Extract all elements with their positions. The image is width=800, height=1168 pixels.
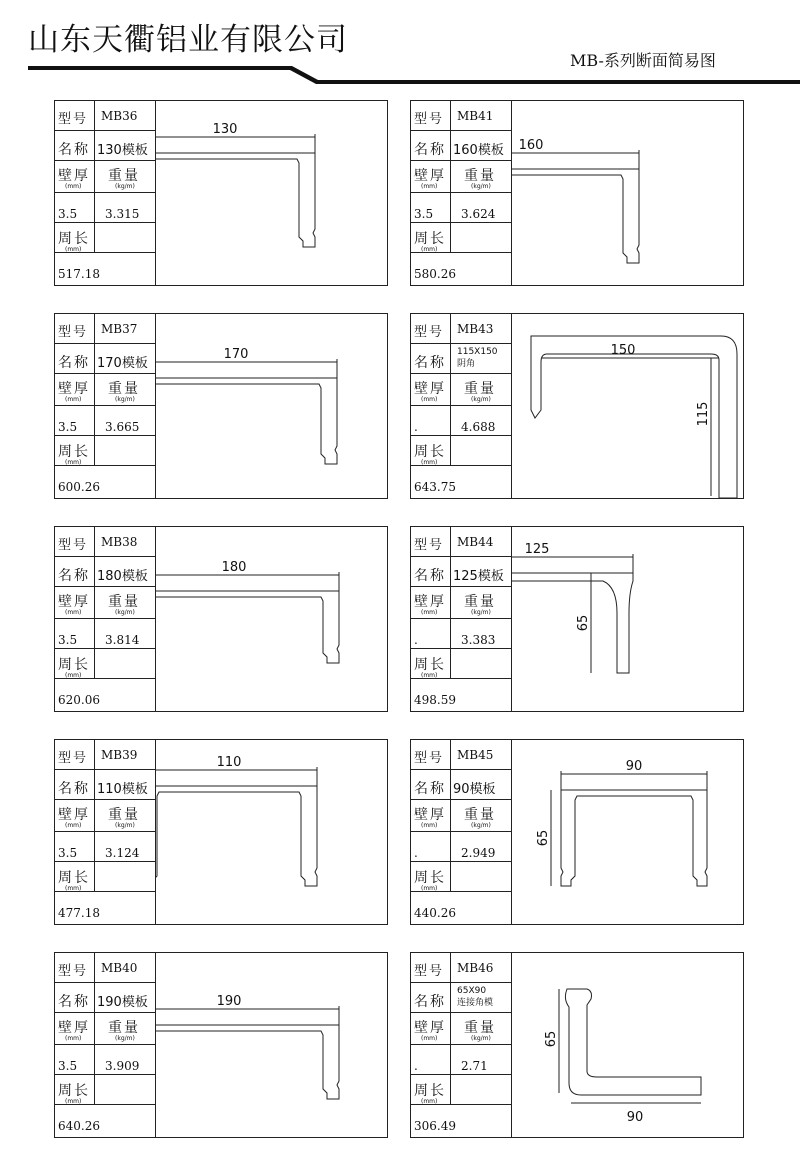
weight-value: 2.949	[461, 846, 496, 860]
height-label: 65	[544, 1030, 559, 1048]
profile-info-table	[411, 101, 512, 285]
perimeter-value: 600.26	[58, 480, 100, 494]
weight-unit: (kg/m)	[471, 183, 491, 190]
wall-label: 壁厚	[58, 594, 90, 610]
wall-value: .	[414, 420, 418, 434]
model-label: 型号	[414, 964, 445, 979]
model-value: MB38	[101, 535, 138, 549]
info-divider	[450, 314, 451, 466]
wall-label: 壁厚	[58, 168, 90, 184]
profile-outline	[565, 989, 701, 1095]
weight-value: 3.124	[105, 846, 140, 860]
perimeter-label: 周长	[414, 870, 446, 886]
profile-svg	[156, 101, 388, 285]
profile-drawing	[512, 953, 744, 1137]
name-value: 180模板	[97, 569, 148, 584]
wall-value: 3.5	[58, 633, 78, 647]
profile-drawing	[512, 314, 744, 498]
profile-info-table	[55, 101, 156, 285]
perimeter-label: 周长	[58, 231, 90, 247]
perimeter-unit: (mm)	[65, 885, 82, 892]
perimeter-value: 306.49	[414, 1119, 456, 1133]
wall-value: .	[414, 633, 418, 647]
profile-drawing	[512, 527, 744, 711]
weight-value: 2.71	[461, 1059, 488, 1073]
wall-value: 3.5	[58, 420, 78, 434]
perimeter-label: 周长	[414, 657, 446, 673]
profile-drawing	[156, 101, 388, 285]
weight-label: 重量	[108, 168, 140, 184]
perimeter-unit: (mm)	[421, 885, 438, 892]
profile-card	[410, 526, 744, 712]
name-value-line2: 阴角	[457, 359, 476, 369]
weight-label: 重量	[464, 381, 496, 397]
profile-outline	[512, 573, 633, 673]
weight-unit: (kg/m)	[115, 822, 135, 829]
name-label: 名称	[414, 781, 446, 797]
perimeter-unit: (mm)	[421, 459, 438, 466]
wall-unit: (mm)	[65, 1035, 82, 1042]
perimeter-value: 580.26	[414, 267, 456, 281]
name-value: 90模板	[453, 782, 496, 797]
model-label: 型号	[58, 112, 89, 127]
name-label: 名称	[414, 994, 446, 1010]
name-value: 130模板	[97, 143, 148, 158]
perimeter-label: 周长	[414, 1083, 446, 1099]
height-label: 115	[696, 401, 711, 427]
weight-value: 3.909	[105, 1059, 140, 1073]
profile-card	[410, 952, 744, 1138]
perimeter-value: 620.06	[58, 693, 100, 707]
profile-card	[54, 100, 388, 286]
height-label: 65	[536, 829, 551, 847]
weight-unit: (kg/m)	[471, 1035, 491, 1042]
width-label: 110	[216, 755, 242, 770]
weight-unit: (kg/m)	[115, 609, 135, 616]
width-label: 90	[625, 759, 643, 774]
profile-svg	[156, 314, 388, 498]
profile-drawing	[156, 740, 388, 924]
name-label: 名称	[414, 568, 446, 584]
profile-outline	[156, 1025, 339, 1099]
profile-info-table	[411, 527, 512, 711]
name-value-line1: 65X90	[457, 986, 487, 996]
weight-label: 重量	[108, 807, 140, 823]
perimeter-label: 周长	[58, 444, 90, 460]
profile-card	[410, 739, 744, 925]
name-value: 170模板	[97, 356, 148, 371]
width-label: 150	[610, 343, 636, 358]
perimeter-unit: (mm)	[65, 672, 82, 679]
weight-value: 3.814	[105, 633, 140, 647]
info-divider	[450, 740, 451, 892]
perimeter-value: 517.18	[58, 267, 100, 281]
info-divider	[94, 527, 95, 679]
name-value: 110模板	[97, 782, 148, 797]
model-label: 型号	[414, 751, 445, 766]
perimeter-value: 640.26	[58, 1119, 100, 1133]
profile-card	[54, 739, 388, 925]
profile-info-table	[55, 527, 156, 711]
width-label: 190	[216, 994, 242, 1009]
profile-outline	[561, 790, 707, 886]
profile-svg	[156, 953, 388, 1137]
wall-label: 壁厚	[414, 807, 446, 823]
model-label: 型号	[58, 964, 89, 979]
profile-drawing	[512, 740, 744, 924]
model-label: 型号	[58, 325, 89, 340]
profile-info-table	[411, 314, 512, 498]
model-value: MB41	[457, 109, 494, 123]
wall-label: 壁厚	[58, 381, 90, 397]
model-value: MB39	[101, 748, 138, 762]
width-label: 90	[626, 1110, 644, 1125]
wall-value: 3.5	[58, 207, 78, 221]
width-label: 180	[221, 560, 247, 575]
weight-unit: (kg/m)	[115, 183, 135, 190]
profile-card	[54, 526, 388, 712]
perimeter-value: 440.26	[414, 906, 456, 920]
wall-label: 壁厚	[58, 1020, 90, 1036]
model-value: MB44	[457, 535, 494, 549]
weight-label: 重量	[464, 807, 496, 823]
profile-svg	[156, 527, 388, 711]
model-value: MB36	[101, 109, 138, 123]
model-value: MB45	[457, 748, 494, 762]
info-divider	[94, 314, 95, 466]
wall-unit: (mm)	[421, 822, 438, 829]
name-label: 名称	[414, 142, 446, 158]
perimeter-unit: (mm)	[65, 459, 82, 466]
wall-label: 壁厚	[414, 381, 446, 397]
name-value-line2: 连接角模	[457, 998, 494, 1008]
wall-value: 3.5	[58, 846, 78, 860]
profile-outline	[156, 786, 317, 886]
name-label: 名称	[58, 142, 90, 158]
info-divider	[450, 953, 451, 1105]
weight-label: 重量	[464, 1020, 496, 1036]
info-divider	[450, 101, 451, 253]
wall-unit: (mm)	[421, 183, 438, 190]
name-value: 190模板	[97, 995, 148, 1010]
perimeter-unit: (mm)	[421, 1098, 438, 1105]
perimeter-value: 643.75	[414, 480, 456, 494]
weight-value: 3.383	[461, 633, 496, 647]
wall-unit: (mm)	[65, 609, 82, 616]
name-value-line1: 115X150	[457, 347, 498, 357]
name-label: 名称	[58, 355, 90, 371]
height-label: 65	[576, 614, 591, 632]
perimeter-unit: (mm)	[421, 672, 438, 679]
name-label: 名称	[58, 781, 90, 797]
perimeter-label: 周长	[58, 657, 90, 673]
info-divider	[94, 101, 95, 253]
series-title: MB-系列断面简易图	[570, 51, 716, 70]
wall-label: 壁厚	[414, 1020, 446, 1036]
width-label: 160	[518, 138, 544, 153]
wall-label: 壁厚	[58, 807, 90, 823]
weight-label: 重量	[108, 1020, 140, 1036]
profile-svg	[156, 740, 388, 924]
weight-unit: (kg/m)	[471, 609, 491, 616]
company-name: 山东天衢铝业有限公司	[28, 22, 348, 58]
model-value: MB46	[457, 961, 494, 975]
wall-label: 壁厚	[414, 594, 446, 610]
profile-card	[410, 100, 744, 286]
model-value: MB40	[101, 961, 138, 975]
weight-label: 重量	[108, 381, 140, 397]
profile-info-table	[55, 314, 156, 498]
wall-unit: (mm)	[65, 183, 82, 190]
weight-unit: (kg/m)	[115, 1035, 135, 1042]
name-label: 名称	[414, 355, 446, 371]
profile-outline	[512, 169, 639, 263]
model-value: MB37	[101, 322, 138, 336]
perimeter-label: 周长	[414, 231, 446, 247]
weight-unit: (kg/m)	[471, 822, 491, 829]
profile-outline	[156, 591, 339, 663]
name-value: 160模板	[453, 143, 504, 158]
weight-value: 3.315	[105, 207, 140, 221]
perimeter-label: 周长	[58, 1083, 90, 1099]
name-label: 名称	[58, 568, 90, 584]
weight-unit: (kg/m)	[471, 396, 491, 403]
model-label: 型号	[414, 325, 445, 340]
model-value: MB43	[457, 322, 494, 336]
wall-unit: (mm)	[65, 396, 82, 403]
profile-info-table	[411, 740, 512, 924]
profile-svg	[512, 953, 744, 1137]
info-divider	[94, 953, 95, 1105]
model-label: 型号	[58, 751, 89, 766]
profile-card	[54, 952, 388, 1138]
profile-svg	[512, 527, 744, 711]
wall-value: 3.5	[58, 1059, 78, 1073]
profile-outline	[156, 153, 315, 247]
profile-svg	[512, 740, 744, 924]
info-divider	[94, 740, 95, 892]
wall-unit: (mm)	[421, 609, 438, 616]
perimeter-label: 周长	[58, 870, 90, 886]
model-label: 型号	[58, 538, 89, 553]
profile-drawing	[156, 314, 388, 498]
model-label: 型号	[414, 112, 445, 127]
profile-drawing	[512, 101, 744, 285]
weight-label: 重量	[464, 594, 496, 610]
wall-label: 壁厚	[414, 168, 446, 184]
profile-outline	[156, 378, 337, 464]
wall-value: .	[414, 846, 418, 860]
header-rule	[0, 0, 800, 90]
wall-value: 3.5	[414, 207, 434, 221]
width-label: 130	[212, 122, 238, 137]
profile-svg	[512, 101, 744, 285]
wall-value: .	[414, 1059, 418, 1073]
profile-info-table	[411, 953, 512, 1137]
name-label: 名称	[58, 994, 90, 1010]
profile-card	[410, 313, 744, 499]
profile-info-table	[55, 953, 156, 1137]
weight-unit: (kg/m)	[115, 396, 135, 403]
perimeter-value: 498.59	[414, 693, 456, 707]
profile-drawing	[156, 527, 388, 711]
profile-drawing	[156, 953, 388, 1137]
profile-info-table	[55, 740, 156, 924]
weight-label: 重量	[464, 168, 496, 184]
perimeter-value: 477.18	[58, 906, 100, 920]
width-label: 170	[223, 347, 249, 362]
perimeter-unit: (mm)	[65, 1098, 82, 1105]
profile-svg	[512, 314, 744, 498]
info-divider	[450, 527, 451, 679]
perimeter-label: 周长	[414, 444, 446, 460]
weight-label: 重量	[108, 594, 140, 610]
wall-unit: (mm)	[65, 822, 82, 829]
perimeter-unit: (mm)	[65, 246, 82, 253]
wall-unit: (mm)	[421, 396, 438, 403]
weight-value: 4.688	[461, 420, 496, 434]
profile-card	[54, 313, 388, 499]
perimeter-unit: (mm)	[421, 246, 438, 253]
name-value: 125模板	[453, 569, 504, 584]
wall-unit: (mm)	[421, 1035, 438, 1042]
model-label: 型号	[414, 538, 445, 553]
width-label: 125	[524, 542, 550, 557]
weight-value: 3.624	[461, 207, 496, 221]
weight-value: 3.665	[105, 420, 140, 434]
